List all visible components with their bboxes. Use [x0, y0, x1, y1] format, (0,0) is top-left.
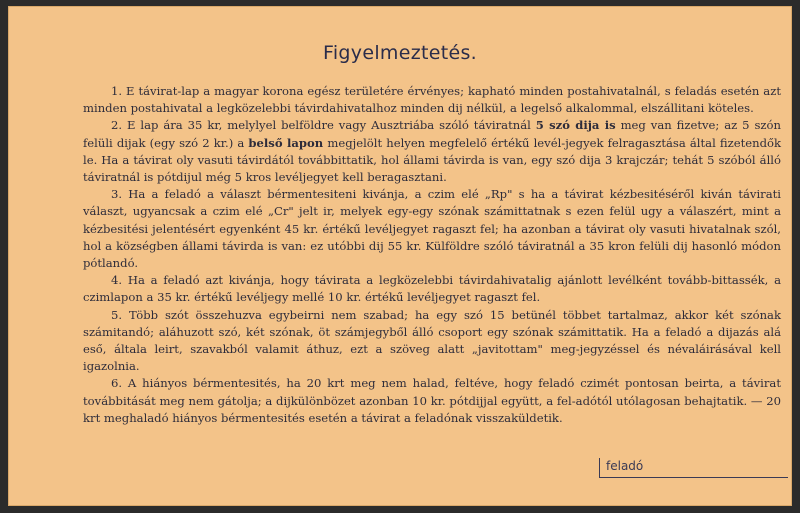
paragraph-text: 5. Több szót összehuzva egybeirni nem szabad; ha egy szó 15 betünél többet tartalmaz, akkor két szónak számitandó; aláhuzott szó, két szónak, öt számjegyből álló csoport egy szónak számittatik. Ha a feladó a dijazás alá eső, általa leirt, szavakból valamit áthuz, ezt a szöveg alatt „javitottam" meg-jegyzéssel és névaláirásával kell igazolnia. — [83, 307, 781, 374]
emphasized-text: 5 szó dija is — [535, 118, 616, 133]
paragraph-text: 1. E távirat-lap a magyar korona egész területére érvényes; kapható minden postahivatalnál, s feladás esetén azt minden postahivatal a legközelebbi távirdahivatalhoz minden dij nélkül, a legelső alkalommal, elszállitani köteles. — [83, 84, 781, 116]
notice-text — [83, 83, 781, 427]
notice-paragraph-6 — [83, 375, 781, 427]
sender-label: feladó — [599, 458, 653, 478]
paragraph-text: 2. E lap ára 35 kr, melylyel belföldre vagy Ausztriába szóló táviratnál — [111, 118, 536, 133]
sender-signature-line — [600, 477, 788, 478]
notice-paragraph-5 — [83, 307, 781, 376]
notice-paragraph-2 — [83, 117, 781, 186]
notice-paragraph-4 — [83, 272, 781, 306]
paragraph-text: meg van fizetve; az 5 szón felüli dijak (egy szó 2 kr.) a — [83, 118, 781, 150]
page-title: Figyelmeztetés. — [323, 42, 477, 64]
paragraph-text: 6. A hiányos bérmentesités, ha 20 krt meg nem halad, feltéve, hogy feladó czimét pontosan beirta, a távirat továbbitását meg nem gátolja; a dijkülönbözet azonban 10 kr. pótdijjal együtt, a fel-adótól utólagosan behajtatik. — 20 krt meghaladó hiányos bérmentesités esetén a távirat a feladónak visszaküldetik. — [83, 376, 781, 425]
telegram-card-back — [8, 6, 792, 506]
notice-paragraph-1 — [83, 83, 781, 117]
emphasized-text: belső lapon — [248, 135, 324, 150]
paragraph-text: 4. Ha a feladó azt kivánja, hogy távirata a legközelebbi távirdahivatalig ajánlott levélként tovább-bittassék, a czimlapon a 35 kr. értékű levéljegy mellé 10 kr. értékű levéljegyet ragaszt fel. — [83, 273, 781, 305]
notice-paragraph-3 — [83, 186, 781, 272]
paragraph-text: megjelölt helyen megfelelő értékű levél-jegyek felragasztása által fizetendők le. Ha a távirat oly vasuti távirdától továbbittatik, hol állami távirda is van, egy szó dija 3 krajczár; tehát 5 szóból álló táviratnál is pótdijul még 5 kros levéljegyet kell beragasztani. — [83, 135, 782, 185]
paragraph-text: 3. Ha a feladó a választ bérmentesiteni kivánja, a czim elé „Rp" s ha a távirat kézbesitéséről kiván távirati választ, ugyancsak a czim elé „Cr" jelt ir, melyek egy-egy szónak számittatnak s ezen felül ugy a válaszért, mint a kézbesitési jelentésért egyenként 45 kr. értékű levéljegyet ragaszt fel; ha azonban a távirat oly vasuti hivatalnak szól, hol a községben állami távirda is van: ez utóbbi dij 55 kr. Külföldre szóló táviratnál a 35 kron felüli dij hasonló módon pótlandó. — [83, 187, 781, 271]
